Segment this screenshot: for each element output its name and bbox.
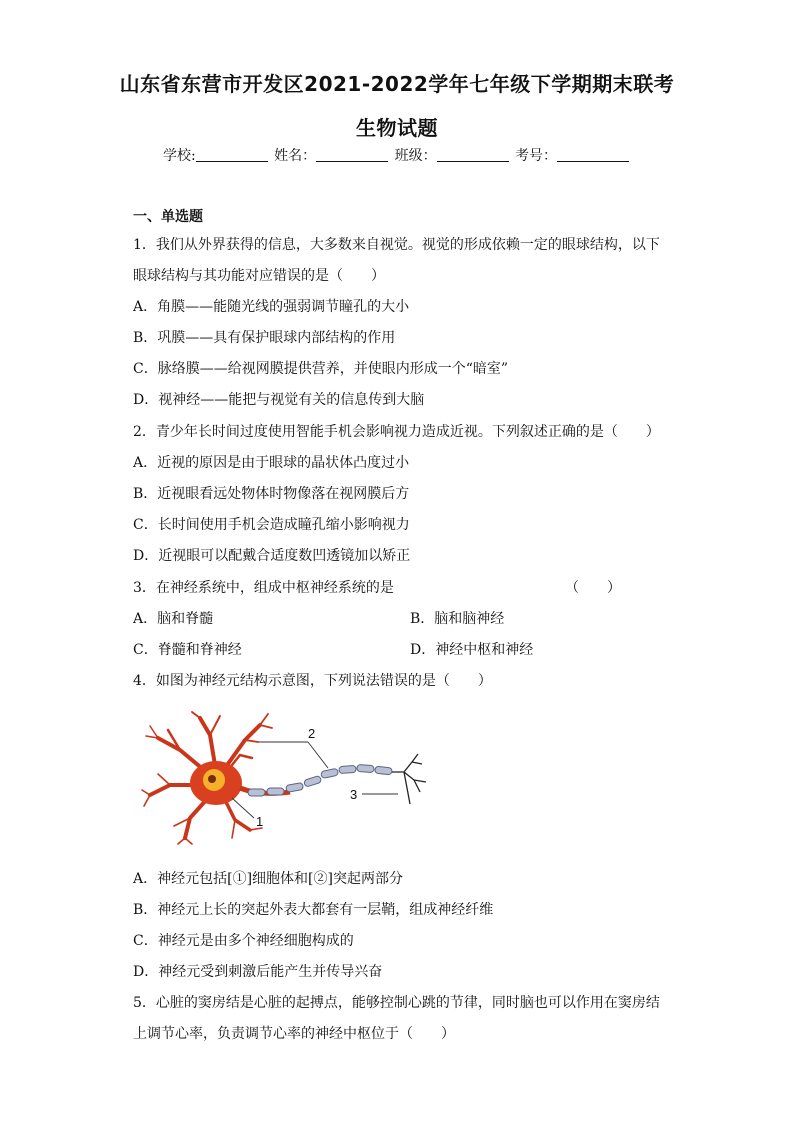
q4-option-b[interactable]: B．神经元上长的突起外表大都套有一层鞘，组成神经纤维 xyxy=(133,902,494,918)
q2-stem-line1: 2．青少年长时间过度使用智能手机会影响视力造成近视。下列叙述正确的是（ ） xyxy=(133,424,660,440)
axon-terminals xyxy=(392,754,426,804)
q2-option-c[interactable]: C．长时间使用手机会造成瞳孔缩小影响视力 xyxy=(133,517,410,533)
figure-label-1: 1 xyxy=(256,814,264,829)
axon-myelin xyxy=(248,764,392,796)
q1-option-d[interactable]: D．视神经——能把与视觉有关的信息传到大脑 xyxy=(133,392,425,408)
q3-option-b[interactable]: B．脑和脑神经 xyxy=(410,611,505,627)
q2-option-b[interactable]: B．近视眼看远处物体时物像落在视网膜后方 xyxy=(133,486,410,502)
school-label: 学校: xyxy=(162,148,196,164)
number-label: 考号： xyxy=(515,148,558,164)
q4-option-a[interactable]: A．神经元包括[①]细胞体和[②]突起两部分 xyxy=(133,871,403,887)
neuron-diagram xyxy=(140,710,440,845)
name-blank[interactable] xyxy=(316,147,388,162)
name-label: 姓名： xyxy=(274,148,317,164)
q2-option-d[interactable]: D．近视眼可以配戴合适度数凹透镜加以矫正 xyxy=(133,548,411,564)
q1-option-a[interactable]: A．角膜——能随光线的强弱调节瞳孔的大小 xyxy=(133,299,410,315)
school-blank[interactable] xyxy=(196,147,268,162)
section-heading: 一、单选题 xyxy=(133,209,203,225)
class-label: 班级： xyxy=(394,148,437,164)
q5-stem-line1: 5．心脏的窦房结是心脏的起搏点，能够控制心跳的节律，同时脑也可以作用在窦房结 xyxy=(133,995,660,1011)
q4-option-c[interactable]: C．神经元是由多个神经细胞构成的 xyxy=(133,933,354,949)
student-info-line xyxy=(0,145,794,165)
q2-option-a[interactable]: A．近视的原因是由于眼球的晶状体凸度过小 xyxy=(133,455,410,471)
q4-stem-line1: 4．如图为神经元结构示意图，下列说法错误的是（ ） xyxy=(133,673,492,689)
q1-stem-line2: 眼球结构与其功能对应错误的是（ ） xyxy=(133,268,385,284)
q3-answer-paren: （ ） xyxy=(565,580,621,596)
title-line-2: 生物试题 xyxy=(356,116,438,140)
figure-label-3: 3 xyxy=(350,787,358,802)
q1-option-c[interactable]: C．脉络膜——给视网膜提供营养，并使眼内形成一个“暗室” xyxy=(133,361,509,377)
q5-stem-line2: 上调节心率，负责调节心率的神经中枢位于（ ） xyxy=(133,1026,455,1042)
q4-option-d[interactable]: D．神经元受到刺激后能产生并传导兴奋 xyxy=(133,964,383,980)
q1-stem-line1: 1．我们从外界获得的信息，大多数来自视觉。视觉的形成依赖一定的眼球结构，以下 xyxy=(133,237,660,253)
nucleolus xyxy=(208,775,216,783)
q3-stem-line1: 3．在神经系统中，组成中枢神经系统的是 xyxy=(133,580,394,596)
q3-option-d[interactable]: D．神经中枢和神经 xyxy=(410,642,534,658)
q1-option-b[interactable]: B．巩膜——具有保护眼球内部结构的作用 xyxy=(133,330,396,346)
number-blank[interactable] xyxy=(557,147,629,162)
q3-option-c[interactable]: C．脊髓和脊神经 xyxy=(133,642,242,658)
class-blank[interactable] xyxy=(437,147,509,162)
q3-option-a[interactable]: A．脑和脊髓 xyxy=(133,611,214,627)
figure-label-2: 2 xyxy=(308,726,316,741)
title-line-1: 山东省东营市开发区2021-2022学年七年级下学期期末联考 xyxy=(119,72,675,96)
